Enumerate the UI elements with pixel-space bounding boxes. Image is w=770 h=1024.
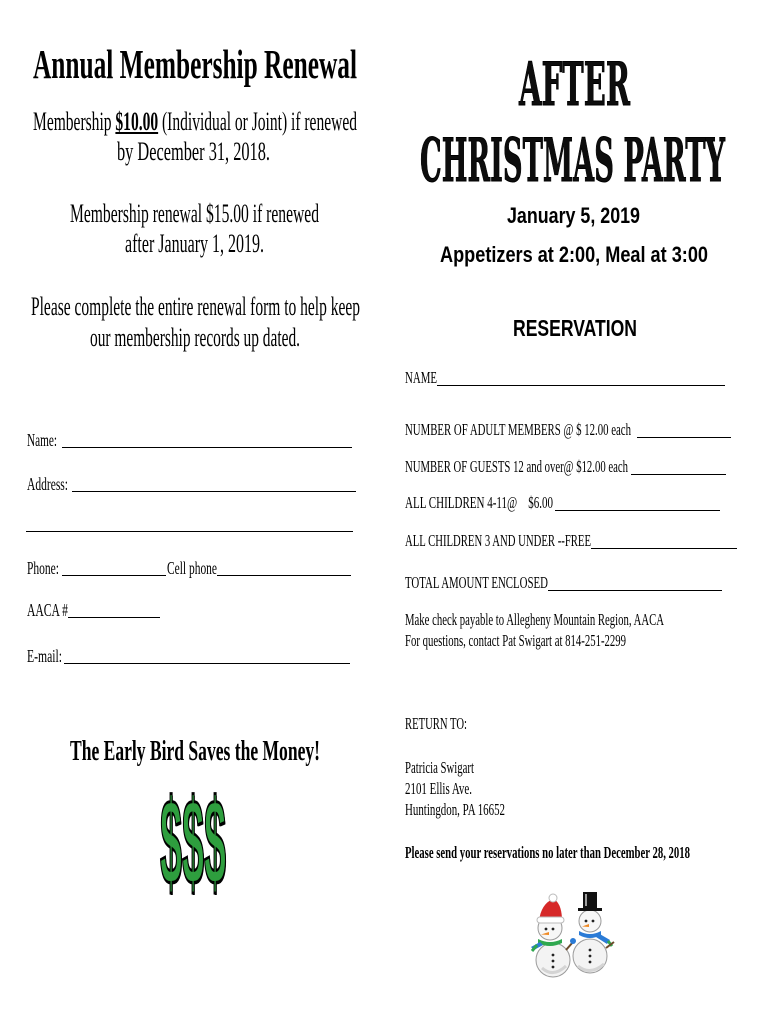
renewal-title-text: Annual Membership Renewal: [33, 41, 357, 87]
guests-label-text: NUMBER OF GUESTS 12 and over@ $12.00 each: [405, 457, 628, 476]
children-3-under-blank: [591, 548, 737, 549]
member-name-blank: [62, 447, 352, 448]
reservation-deadline: [405, 844, 690, 861]
reservation-name-blank: [437, 385, 725, 386]
children-3-under-label: [405, 532, 591, 549]
return-to-heading-text: RETURN TO:: [405, 714, 467, 733]
party-title-christmas: [420, 126, 725, 196]
member-phone-label: [27, 559, 59, 577]
return-address-name: [405, 759, 474, 776]
early-renewal-line: [33, 109, 357, 135]
early-renewal-price: $10.00: [115, 107, 159, 136]
return-address-city: [405, 801, 505, 818]
early-renewal-deadline-text: by December 31, 2018.: [117, 137, 270, 166]
member-phone-label-text: Phone:: [27, 558, 59, 578]
payable-note-text: Make check payable to Allegheny Mountain Region, AACA: [405, 610, 664, 629]
member-name-label: [27, 431, 57, 449]
member-aaca-label: [27, 601, 68, 619]
party-title-christmas-text: CHRISTMAS PARTY: [420, 126, 725, 196]
member-address-label: [27, 475, 68, 493]
reservation-deadline-text: Please send your reservations no later than December 28, 2018: [405, 843, 690, 862]
children-4-11-label-text: ALL CHILDREN 4-11@ $6.00: [405, 493, 553, 512]
member-cell-blank: [217, 575, 351, 576]
party-schedule: [440, 244, 708, 266]
dollar-signs-text: $$$: [160, 774, 226, 910]
snowman-right: [573, 892, 614, 973]
return-address-street: [405, 780, 472, 797]
member-address-blank-2: [26, 531, 353, 532]
return-address-city-text: Huntingdon, PA 16652: [405, 800, 505, 819]
contact-note-text: For questions, contact Pat Swigart at 814-251-2299: [405, 631, 626, 650]
adult-members-blank: [637, 437, 731, 438]
member-address-blank: [72, 491, 356, 492]
return-address-name-text: Patricia Swigart: [405, 758, 474, 777]
reservation-name-label: [405, 369, 437, 386]
member-phone-blank: [62, 575, 166, 576]
early-bird-slogan: [70, 738, 320, 766]
party-date-text: January 5, 2019: [507, 203, 640, 228]
member-cell-label: [167, 559, 217, 577]
return-to-heading: [405, 715, 467, 732]
reservation-heading: [513, 317, 637, 340]
late-renewal-date-text: after January 1, 2019.: [125, 229, 264, 258]
member-email-blank: [64, 663, 350, 664]
reservation-heading-text: RESERVATION: [513, 315, 637, 341]
instructions-line-2: [90, 325, 300, 351]
snowmen-clipart: [528, 888, 616, 980]
member-email-label-text: E-mail:: [27, 646, 62, 666]
party-title-after-text: AFTER: [519, 50, 630, 120]
member-cell-label-text: Cell phone: [167, 558, 217, 578]
party-schedule-text: Appetizers at 2:00, Meal at 3:00: [440, 242, 708, 267]
christmas-party-section: [385, 0, 770, 1024]
early-renewal-deadline: [117, 139, 270, 165]
early-bird-slogan-text: The Early Bird Saves the Money!: [70, 736, 320, 767]
children-4-11-label: [405, 494, 553, 511]
early-renewal-suffix: (Individual or Joint) if renewed: [158, 107, 357, 136]
total-enclosed-blank: [548, 590, 722, 591]
member-aaca-blank: [68, 617, 160, 618]
late-renewal-date: [125, 231, 264, 257]
total-enclosed-label: [405, 574, 548, 591]
total-enclosed-label-text: TOTAL AMOUNT ENCLOSED: [405, 573, 548, 592]
instructions-line-1: [31, 294, 360, 320]
instructions-line-1-text: Please complete the entire renewal form to help keep: [31, 292, 360, 321]
member-aaca-label-text: AACA #: [27, 600, 68, 620]
member-name-label-text: Name:: [27, 430, 57, 450]
party-date: [507, 205, 640, 227]
guests-blank: [631, 474, 726, 475]
late-renewal-line: [70, 201, 319, 227]
adult-members-label-text: NUMBER OF ADULT MEMBERS @ $ 12.00 each: [405, 420, 631, 439]
payable-note: [405, 611, 664, 628]
member-email-label: [27, 647, 62, 665]
children-4-11-blank: [555, 510, 720, 511]
reservation-name-label-text: NAME: [405, 368, 437, 387]
member-address-label-text: Address:: [27, 474, 68, 494]
dollar-signs-graphic: [160, 774, 226, 910]
late-renewal-line-text: Membership renewal $15.00 if renewed: [70, 199, 319, 228]
adult-members-label: [405, 421, 631, 438]
party-title-after: [519, 50, 630, 120]
early-renewal-prefix: Membership: [33, 107, 116, 136]
early-renewal-line-text: [33, 109, 357, 135]
return-address-street-text: 2101 Ellis Ave.: [405, 779, 472, 798]
snowman-left: [531, 894, 576, 977]
renewal-title: [33, 41, 357, 87]
instructions-line-2-text: our membership records up dated.: [90, 323, 300, 352]
guests-label: [405, 458, 628, 475]
contact-note: [405, 632, 626, 649]
children-3-under-label-text: ALL CHILDREN 3 AND UNDER --FREE: [405, 531, 591, 550]
